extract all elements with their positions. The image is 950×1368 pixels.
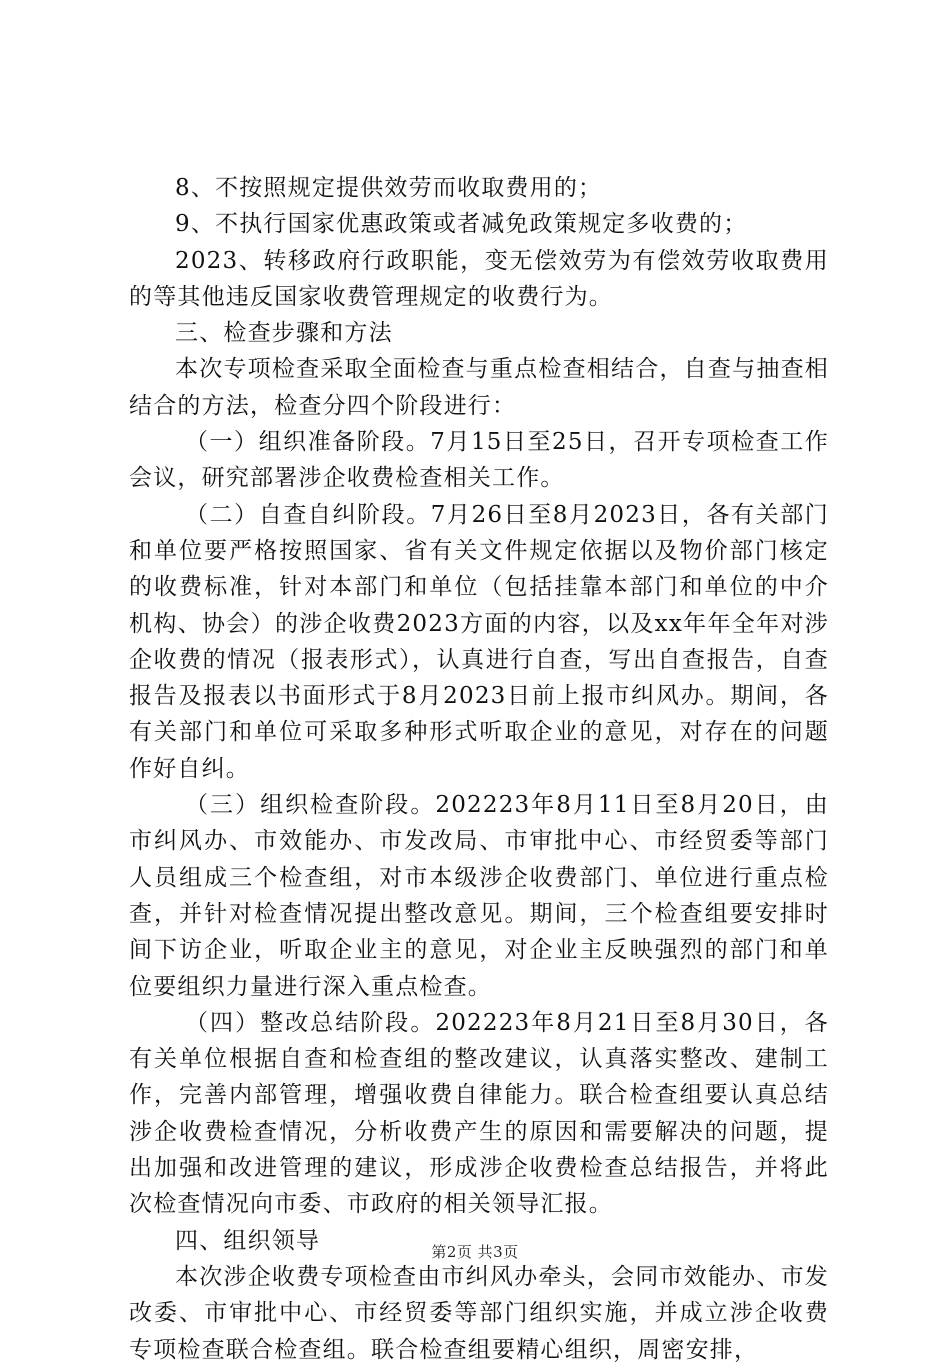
paragraph-stage-3: （三）组织检查阶段。202223年8月11日至8月20日，由市纠风办、市效能办、市发改局、市审批中心、市经贸委等部门人员组成三个检查组，对市本级涉企收费部门、单位进行重点检查，并针对检查情况提出整改意见。期间，三个检查组要安排时间下访企业，听取企业主的意见，对企业主反映强烈的部门和单位要组织力量进行深入重点检查。 bbox=[129, 792, 829, 1000]
paragraph-stage-4: （四）整改总结阶段。202223年8月21日至8月30日，各有关单位根据自查和检查组的整改建议，认真落实整改、建制工作，完善内部管理，增强收费自律能力。联合检查组要认真总结涉企收费检查情况，分析收费产生的原因和需要解决的问题，提出加强和改进管理的建议，形成涉企收费检查总结报告，并将此次检查情况向市委、市政府的相关领导汇报。 bbox=[129, 1009, 829, 1218]
paragraph-leadership: 本次涉企收费专项检查由市纠风办牵头，会同市效能办、市发改委、市审批中心、市经贸委等部门组织实施，并成立涉企收费专项检查联合检查组。联合检查组要精心组织，周密安排， bbox=[129, 1263, 829, 1363]
paragraph-method: 本次专项检查采取全面检查与重点检查相结合，自查与抽查相结合的方法，检查分四个阶段进行： bbox=[129, 356, 829, 419]
list-item-9: 9、不执行国家优惠政策或者减免政策规定多收费的； bbox=[175, 211, 748, 238]
section-heading-leadership: 四、组织领导 bbox=[175, 1227, 321, 1254]
paragraph-stage-1: （一）组织准备阶段。7月15日至25日，召开专项检查工作会议，研究部署涉企收费检查相关工作。 bbox=[129, 429, 829, 492]
paragraph-stage-2: （二）自查自纠阶段。7月26日至8月2023日，各有关部门和单位要严格按照国家、省有关文件规定依据以及物价部门核定的收费标准，针对本部门和单位（包括挂靠本部门和单位的中介机构、协会）的涉企收费2023方面的内容，以及xx年年全年对涉企收费的情况（报表形式），认真进行自查，写出自查报告，自查报告及报表以书面形式于8月2023日前上报市纠风办。期间，各有关部门和单位可采取多种形式听取企业的意见，对存在的问题作好自纠。 bbox=[129, 501, 829, 782]
section-heading-steps: 三、检查步骤和方法 bbox=[175, 320, 393, 347]
list-item-8: 8、不按照规定提供效劳而收取费用的； bbox=[175, 175, 603, 201]
document-body bbox=[129, 170, 829, 1368]
list-item-10: 2023、转移政府行政职能，变无偿效劳为有偿效劳收取费用的等其他违反国家收费管理规定的收费行为。 bbox=[129, 247, 829, 310]
page-number-footer: 第2页 共3页 bbox=[431, 1243, 519, 1261]
